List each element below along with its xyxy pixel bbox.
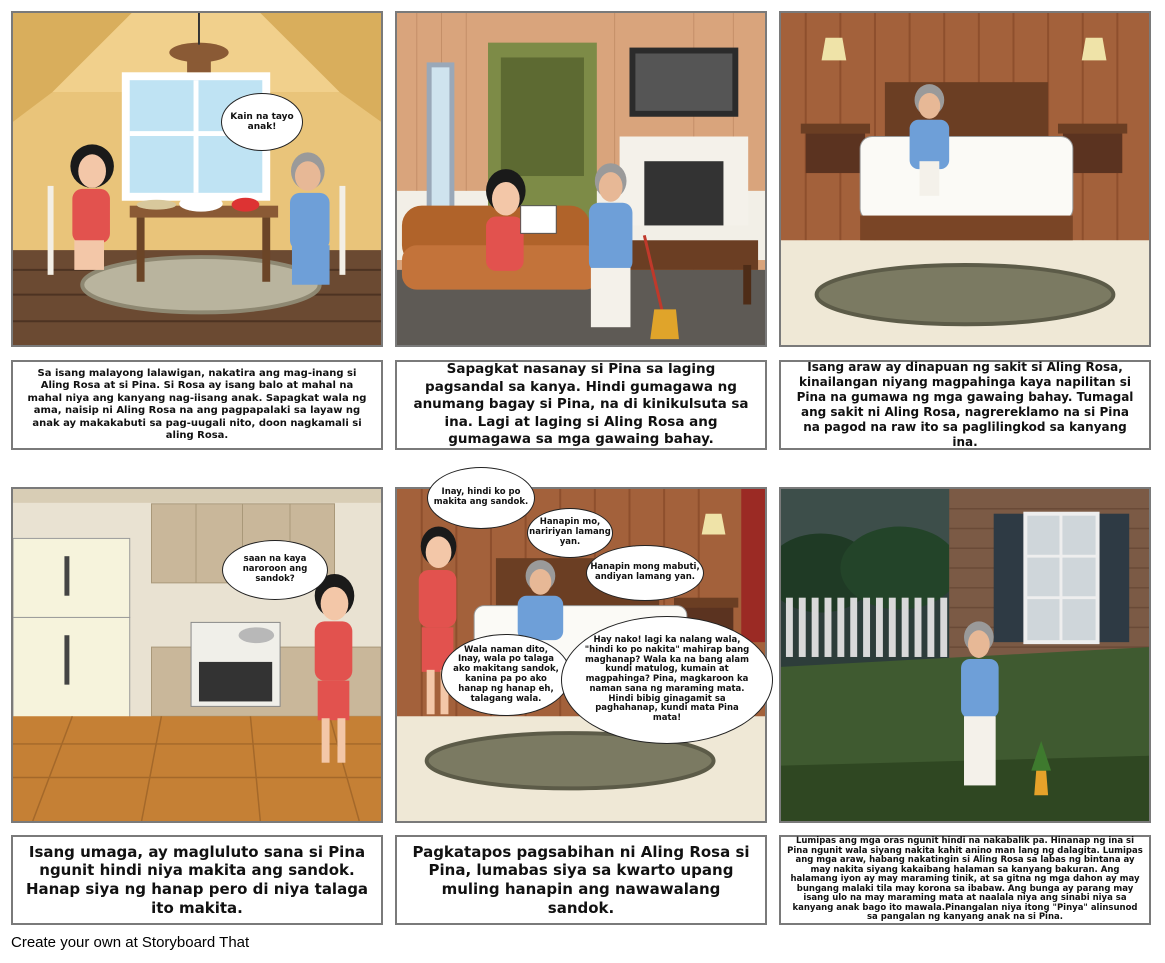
- speech-bubble: Hay nako! lagi ka nalang wala, "hindi ko po nakita" mahirap bang maghanap? Wala ka na bang alam kundi matulog, kumain at magpahinga? Pina, magkaroon ka naman sana ng maraming mata. Hindi bibig ginagamit sa paghahanap, kundi mata Pina mata!: [561, 616, 773, 744]
- panel-1-dining-room: [11, 11, 383, 347]
- speech-bubble: Kain na tayo anak!: [221, 93, 303, 151]
- living-room-illustration: [397, 13, 765, 345]
- speech-bubble: saan na kaya naroroon ang sandok?: [222, 540, 328, 600]
- panel-3-bedroom: [779, 11, 1151, 347]
- panel-5-caption: Pagkatapos pagsabihan ni Aling Rosa si Pina, lumabas siya sa kwarto upang muling hanapin ang nawawalang sandok.: [395, 835, 767, 925]
- speech-bubble: Inay, hindi ko po makita ang sandok.: [427, 467, 535, 529]
- panel-3-caption: Isang araw ay dinapuan ng sakit si Aling Rosa, kinailangan niyang magpahinga kaya napilitan si Pina na gumawa ng mga gawaing bahay. Tumagal ang sakit ni Aling Rosa, nagrereklamo na si Pina na pagod na raw ito sa paglilingkod sa kanyang ina.: [779, 360, 1151, 450]
- panel-2-living-room: [395, 11, 767, 347]
- panel-4-kitchen: [11, 487, 383, 823]
- speech-bubble: Hanapin mong mabuti, andiyan lamang yan.: [586, 545, 704, 601]
- panel-1-caption: Sa isang malayong lalawigan, nakatira ang mag-inang si Aling Rosa at si Pina. Si Rosa ay isang balo at mahal na mahal niya ang kanyang nag-iisang anak. Sapagkat wala ng ama, naisip ni Aling Rosa na ang pagpapalaki sa layaw ng anak ay makakabuti sa pag-uugali nito, doon nagkamali si aling Rosa.: [11, 360, 383, 450]
- bedroom-illustration: [781, 13, 1149, 345]
- panel-6-backyard: [779, 487, 1151, 823]
- speech-bubble: Wala naman dito, Inay, wala po talaga ako makitang sandok, kanina pa po ako hanap ng hanap eh, talagang wala.: [441, 634, 571, 716]
- kitchen-illustration: [13, 489, 381, 821]
- footer-credit-link[interactable]: Create your own at Storyboard That: [11, 934, 250, 951]
- dining-room-illustration: [13, 13, 381, 345]
- speech-bubble: Hanapin mo, naririyan lamang yan.: [527, 508, 613, 558]
- panel-4-caption: Isang umaga, ay magluluto sana si Pina ngunit hindi niya makita ang sandok. Hanap siya ng hanap pero di niya talaga ito makita.: [11, 835, 383, 925]
- panel-6-caption: Lumipas ang mga oras ngunit hindi na nakabalik pa. Hinanap ng ina si Pina ngunit wala siyang nakita kahit anino man lang ng dalagita. Lumipas ang mga araw, habang nakatingin si Aling Rosa sa labas ng bintana ay may nakita siyang kakaibang halaman sa kanyang bakuran. Ang halamang iyon ay may maraming tinik, at sa gitna ng mga dahon ay may bungang malaki tila may korona sa ibabaw. Ang bunga ay parang may isang ulo na may maraming mata at naalala niya ang sinabi niya sa kanyang anak bago ito mawala.Pinangalan niya itong "Pinya" alinsunod sa pangalan ng kanyang anak na si Pina.: [779, 835, 1151, 925]
- backyard-illustration: [781, 489, 1149, 821]
- panel-2-caption: Sapagkat nasanay si Pina sa laging pagsandal sa kanya. Hindi gumagawa ng anumang bagay si Pina, na di kinikulsuta sa ina. Lagi at laging si Aling Rosa ang gumagawa sa mga gawaing bahay.: [395, 360, 767, 450]
